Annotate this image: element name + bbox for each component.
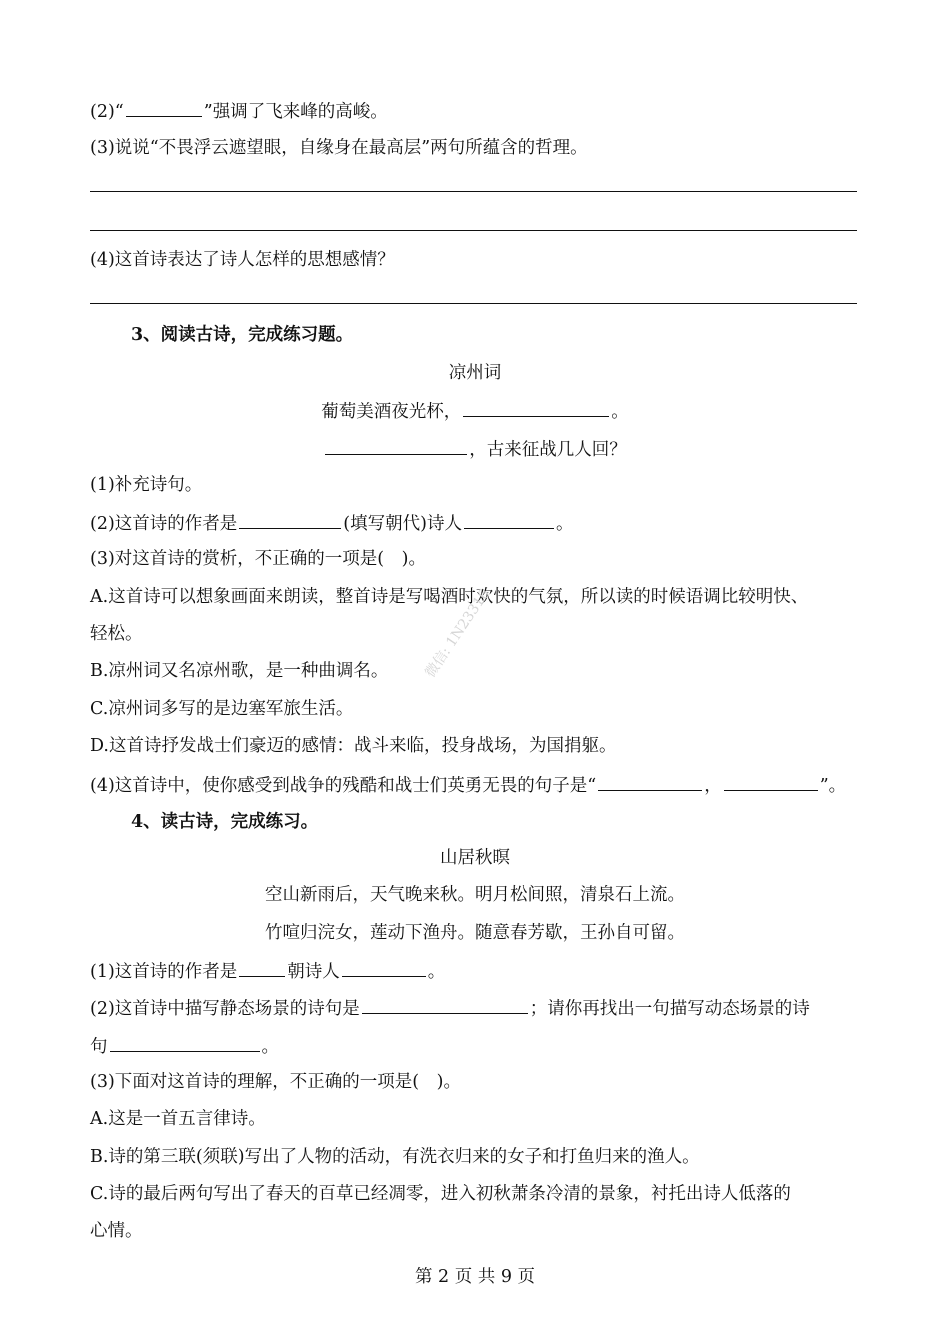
q4-part2-cont [90,1033,279,1059]
q2-part3: (3)说说“不畏浮云遮望眼，自缘身在最高层”两句所蕴含的哲理。 [90,138,588,158]
answer-blank[interactable] [362,995,528,1014]
q4-option-b: B.诗的第三联(须联)写出了人物的活动，有洗衣归来的女子和打鱼归来的渔人。 [90,1147,700,1167]
q4-part1 [90,958,445,984]
q4-option-c-cont: 心情。 [90,1221,143,1241]
q2-part4: (4)这首诗表达了诗人怎样的思想感情？ [90,250,395,270]
answer-blank[interactable] [724,772,818,791]
q4-part1-text-c: 。 [427,962,446,982]
q3-poem-line1 [0,398,950,424]
answer-line[interactable] [90,191,857,192]
answer-blank-dynasty[interactable] [239,510,341,529]
q3-part1: (1)补充诗句。 [90,475,203,495]
q4-poem-line2: 竹喧归浣女，莲动下渔舟。随意春芳歇，王孙自可留。 [265,923,685,943]
q3-option-b: B.凉州词又名凉州歌，是一种曲调名。 [90,661,389,681]
q2-part2-prefix: (2)“ [90,102,124,122]
q3-poem-title: 凉州词 [448,363,502,383]
q2-part2 [90,98,388,124]
poem-line-end: 。 [611,402,629,422]
answer-blank[interactable] [126,98,202,117]
answer-blank[interactable] [463,398,609,417]
q3-part3: (3)对这首诗的赏析，不正确的一项是( )。 [90,549,426,569]
q3-poem-line2 [0,436,950,462]
q4-part2-cont-end: 。 [261,1037,279,1057]
q3-part4-text-c: ”。 [819,776,847,796]
poem-line-text: ，古来征战几人回？ [469,440,627,460]
q4-poem-title: 山居秋暝 [440,848,510,868]
q3-heading: 3、阅读古诗，完成练习题。 [131,325,354,345]
answer-blank[interactable] [110,1033,260,1052]
q3-part4-comma: ， [704,776,722,796]
watermark: 微信: 1N23316 [422,586,494,681]
q4-part2-text-a: (2)这首诗中描写静态场景的诗句是 [90,999,360,1019]
q4-part1-text-b: 朝诗人 [287,962,340,982]
q4-part2-cont-text: 句 [90,1037,108,1057]
q3-part2-text-a: (2)这首诗的作者是 [90,514,238,534]
q3-option-c: C.凉州词多写的是边塞军旅生活。 [90,699,354,719]
q4-part2 [90,995,810,1021]
q3-option-a-cont: 轻松。 [90,624,143,644]
q3-part2-text-b: (填写朝代)诗人 [343,514,462,534]
q3-part4 [90,772,846,798]
q2-part2-suffix: ”强调了飞来峰的高峻。 [203,102,388,122]
answer-blank[interactable] [598,772,702,791]
q3-part4-text-a: (4)这首诗中，使你感受到战争的残酷和战士们英勇无畏的句子是“ [90,776,597,796]
poem-line-text: 葡萄美酒夜光杯， [321,402,462,422]
answer-blank[interactable] [325,436,467,455]
answer-blank-poet[interactable] [464,510,554,529]
q3-option-d: D.这首诗抒发战士们豪迈的感情：战斗来临，投身战场，为国捐躯。 [90,736,617,756]
q4-poem-line1: 空山新雨后，天气晚来秋。明月松间照，清泉石上流。 [265,885,685,905]
answer-blank-poet[interactable] [342,958,426,977]
page-footer: 第 2 页 共 9 页 [414,1267,536,1287]
q4-part3: (3)下面对这首诗的理解，不正确的一项是( )。 [90,1072,461,1092]
q3-part2-text-c: 。 [555,514,574,534]
q3-part2 [90,510,573,536]
q4-part2-text-b: ；请你再找出一句描写动态场景的诗 [529,999,810,1019]
q4-heading: 4、读古诗，完成练习。 [131,812,319,832]
q4-option-c: C.诗的最后两句写出了春天的百草已经凋零，进入初秋萧条冷清的景象，衬托出诗人低落的 [90,1184,791,1204]
q3-option-a: A.这首诗可以想象画面来朗读，整首诗是写喝酒时欢快的气氛，所以读的时候语调比较明快、 [90,587,809,607]
q4-part1-text-a: (1)这首诗的作者是 [90,962,238,982]
answer-blank-dynasty[interactable] [239,958,285,977]
q4-option-a: A.这是一首五言律诗。 [90,1109,266,1129]
answer-line[interactable] [90,303,857,304]
answer-line[interactable] [90,230,857,231]
